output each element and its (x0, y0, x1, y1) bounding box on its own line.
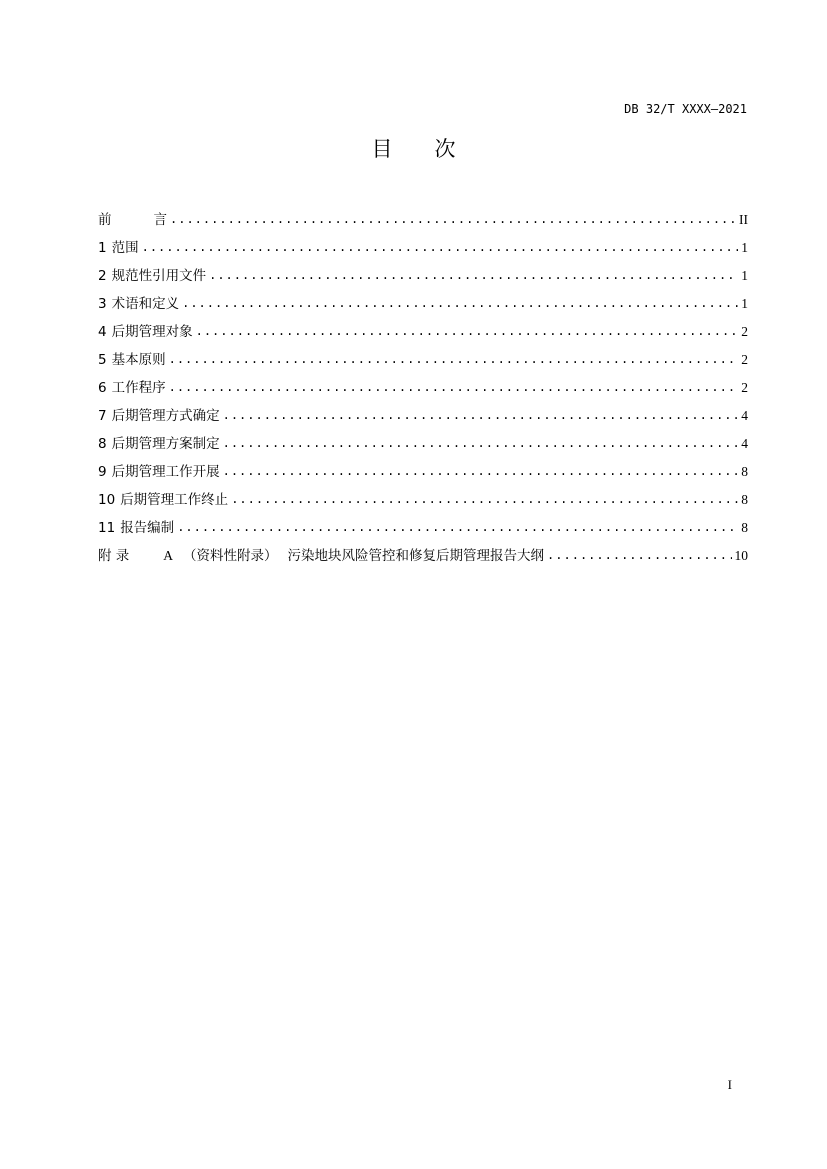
toc-leader-dots (169, 352, 739, 366)
toc-page-number: 4 (741, 408, 748, 423)
toc-leader-dots (223, 464, 739, 478)
toc-page-number: 8 (741, 464, 748, 479)
toc-entry[interactable] (98, 292, 748, 320)
toc-page-number: 1 (741, 240, 748, 255)
toc-entry-label: 7 后期管理方式确定 (98, 408, 220, 424)
toc-entry[interactable] (98, 236, 748, 264)
document-code: DB 32/T XXXX—2021 (624, 102, 747, 116)
toc-page-number: 2 (741, 352, 748, 367)
toc-entry-label: 4 后期管理对象 (98, 324, 193, 340)
title-char-1: 目 (371, 137, 393, 161)
toc-page-number: 10 (734, 548, 748, 563)
toc-page-number: 2 (741, 324, 748, 339)
toc-leader-dots (209, 268, 738, 282)
toc-entry-appendix[interactable] (98, 544, 748, 572)
title-char-2: 次 (434, 137, 456, 161)
toc-entry[interactable] (98, 404, 748, 432)
toc-entry-label: 5 基本原则 (98, 352, 166, 368)
toc-leader-dots (182, 296, 738, 310)
toc-leader-dots (169, 380, 739, 394)
toc-entry-label: 9 后期管理工作开展 (98, 464, 220, 480)
page-title (0, 133, 827, 163)
toc-entry-label: 6 工作程序 (98, 380, 166, 396)
toc-entry-label: 10 后期管理工作终止 (98, 492, 229, 508)
toc-page-number: 1 (741, 296, 748, 311)
table-of-contents (98, 208, 748, 572)
toc-page-number: 1 (741, 268, 748, 283)
toc-entry[interactable] (98, 348, 748, 376)
page-number: I (727, 1077, 732, 1092)
toc-entry-label: 8 后期管理方案制定 (98, 436, 220, 452)
toc-entry-preface[interactable] (98, 208, 748, 236)
toc-leader-dots (223, 408, 739, 422)
toc-page-number: II (739, 212, 748, 227)
toc-entry[interactable] (98, 376, 748, 404)
toc-entry-label: 附 录 A （资料性附录） 污染地块风险管控和修复后期管理报告大纲 (98, 548, 545, 564)
toc-entry[interactable] (98, 264, 748, 292)
toc-page-number: 8 (741, 520, 748, 535)
toc-entry[interactable] (98, 516, 748, 544)
toc-page-number: 4 (741, 436, 748, 451)
toc-entry-label: 3 术语和定义 (98, 296, 180, 312)
toc-leader-dots (223, 436, 739, 450)
toc-entry-label: 2 规范性引用文件 (98, 268, 207, 284)
toc-entry[interactable] (98, 320, 748, 348)
toc-leader-dots (231, 492, 738, 506)
toc-leader-dots (142, 240, 739, 254)
toc-page-number: 8 (741, 492, 748, 507)
toc-leader-dots (196, 324, 739, 338)
toc-leader-dots (177, 520, 738, 534)
toc-entry-label: 11 报告编制 (98, 520, 175, 536)
toc-entry[interactable] (98, 488, 748, 516)
toc-entry[interactable] (98, 460, 748, 488)
toc-leader-dots (170, 212, 736, 226)
toc-entry[interactable] (98, 432, 748, 460)
toc-leader-dots (547, 548, 731, 562)
toc-entry-label: 1 范围 (98, 240, 139, 256)
toc-page-number: 2 (741, 380, 748, 395)
toc-entry-label: 前 言 (98, 212, 167, 228)
